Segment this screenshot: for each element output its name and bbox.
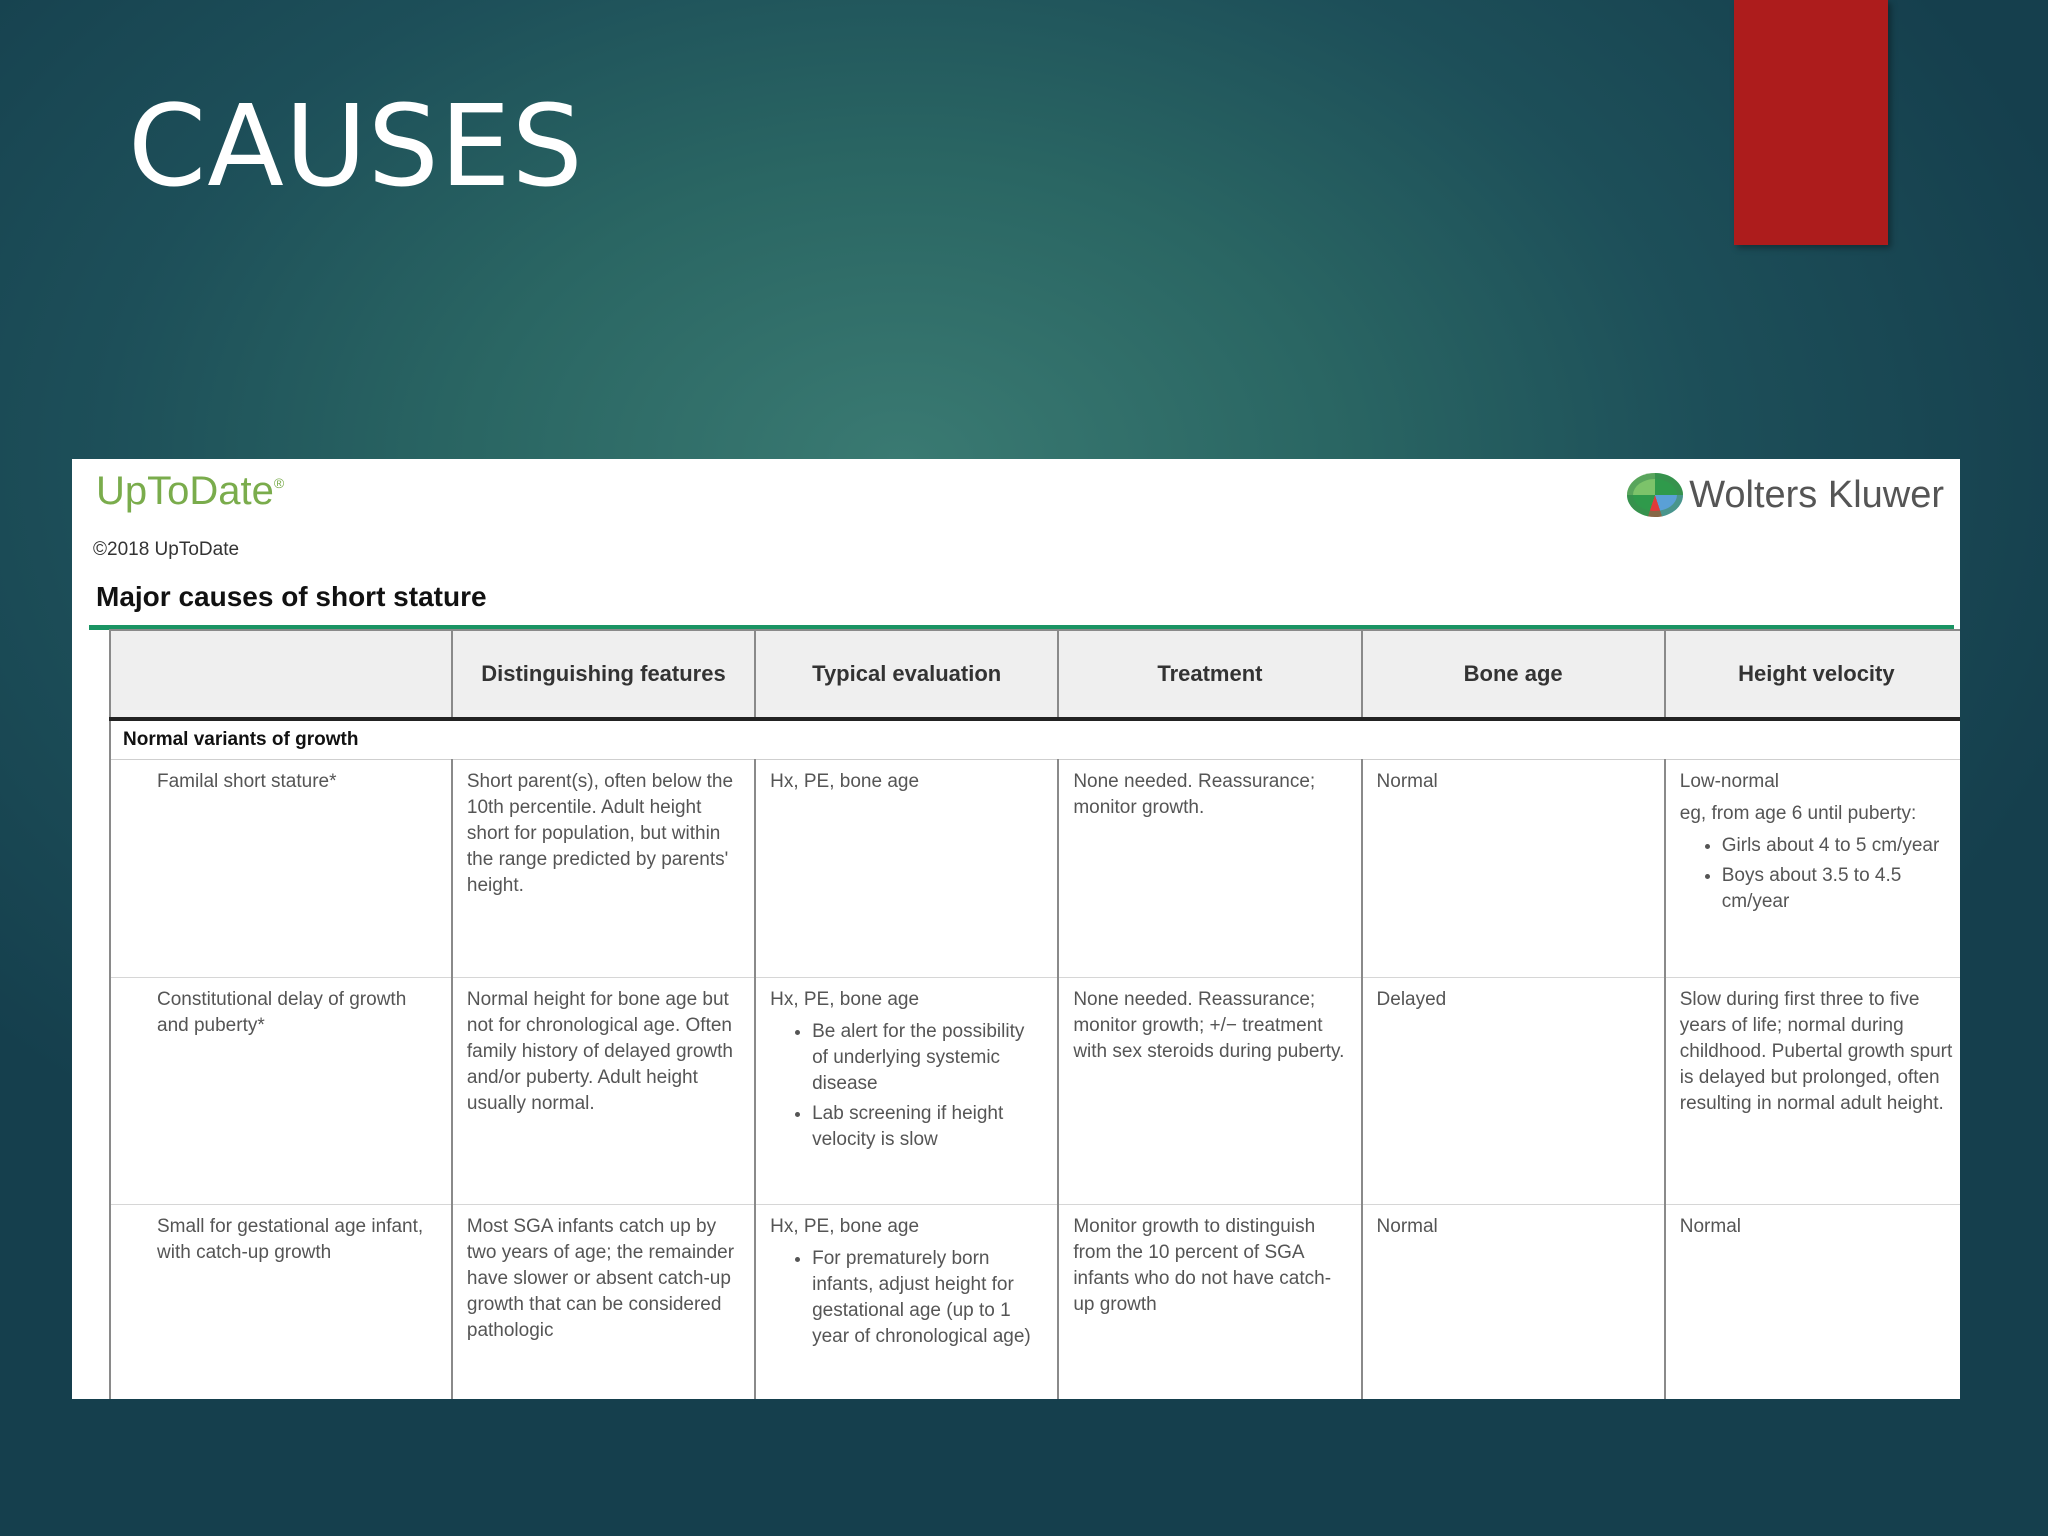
- list-item: • Boys about 3.5 to 4.5 cm/year: [1722, 863, 1953, 915]
- header-distinguishing-features: Distinguishing features: [452, 630, 755, 719]
- bone-age-cell: Normal: [1362, 1205, 1665, 1400]
- header-treatment: Treatment: [1058, 630, 1361, 719]
- velocity-text: Low-normal: [1679, 771, 1780, 792]
- cause-cell: Small for gestational age infant, with catch-up growth: [110, 1205, 452, 1400]
- wolters-kluwer-logo: [1627, 473, 1944, 517]
- registered-mark: ®: [273, 475, 285, 491]
- velocity-cell: Normal: [1665, 1205, 1960, 1400]
- globe-icon: [1627, 473, 1683, 517]
- features-cell: Most SGA infants catch up by two years of age; the remainder have slower or absent catch-up growth that can be considered pathologic: [452, 1205, 755, 1400]
- features-cell: Short parent(s), often below the 10th percentile. Adult height short for population, but within the range predicted by parents' height.: [452, 760, 755, 978]
- uptodate-logo: [96, 469, 284, 514]
- bone-age-cell: Delayed: [1362, 978, 1665, 1205]
- slide-title: CAUSES: [128, 82, 584, 212]
- list-item: • Girls about 4 to 5 cm/year: [1722, 833, 1953, 859]
- evaluation-cell: Hx, PE, bone age: [755, 760, 1058, 978]
- cause-cell: Constitutional delay of growth and puberty*: [110, 978, 452, 1205]
- brand-name: UpToDate: [96, 469, 274, 513]
- publisher-name: Wolters Kluwer: [1689, 473, 1944, 516]
- header-cell-empty: [110, 630, 452, 719]
- accent-block: [1734, 0, 1888, 245]
- table-row: [110, 1205, 1960, 1400]
- evaluation-list: [770, 1019, 1043, 1153]
- table-row: [110, 978, 1960, 1205]
- list-item: • For prematurely born infants, adjust height for gestational age (up to 1 year of chronological age): [812, 1246, 1043, 1350]
- evaluation-text: Hx, PE, bone age: [770, 989, 920, 1010]
- cause-cell: Familal short stature*: [110, 760, 452, 978]
- evaluation-list: [770, 1246, 1043, 1350]
- list-item: • Lab screening if height velocity is slow: [812, 1101, 1043, 1153]
- velocity-list: [1680, 833, 1953, 915]
- header-typical-evaluation: Typical evaluation: [755, 630, 1058, 719]
- header-bone-age: Bone age: [1362, 630, 1665, 719]
- evaluation-cell: [755, 1205, 1058, 1400]
- section-row: [110, 719, 1960, 760]
- treatment-cell: Monitor growth to distinguish from the 10 percent of SGA infants who do not have catch-up growth: [1058, 1205, 1361, 1400]
- table-header-row: [110, 630, 1960, 719]
- evaluation-text: Hx, PE, bone age: [770, 1216, 920, 1237]
- document-heading: Major causes of short stature: [96, 581, 487, 612]
- bone-age-cell: Normal: [1362, 760, 1665, 978]
- copyright: ©2018 UpToDate: [93, 539, 240, 560]
- table-row: [110, 760, 1960, 978]
- features-cell: Normal height for bone age but not for chronological age. Often family history of delayed growth and/or puberty. Adult height usually normal.: [452, 978, 755, 1205]
- treatment-cell: None needed. Reassurance; monitor growth; +/− treatment with sex steroids during puberty.: [1058, 978, 1361, 1205]
- velocity-note: eg, from age 6 until puberty:: [1679, 803, 1917, 824]
- evaluation-cell: [755, 978, 1058, 1205]
- document-image: [72, 459, 1960, 1399]
- treatment-cell: None needed. Reassurance; monitor growth.: [1058, 760, 1361, 978]
- list-item: • Be alert for the possibility of underlying systemic disease: [812, 1019, 1043, 1097]
- section-label: Normal variants of growth: [110, 719, 1960, 760]
- velocity-cell: Slow during first three to five years of life; normal during childhood. Pubertal growth spurt is delayed but prolonged, often resulting in normal adult height.: [1665, 978, 1960, 1205]
- velocity-cell: [1665, 760, 1960, 978]
- header-height-velocity: Height velocity: [1665, 630, 1960, 719]
- causes-table: [109, 629, 1960, 1399]
